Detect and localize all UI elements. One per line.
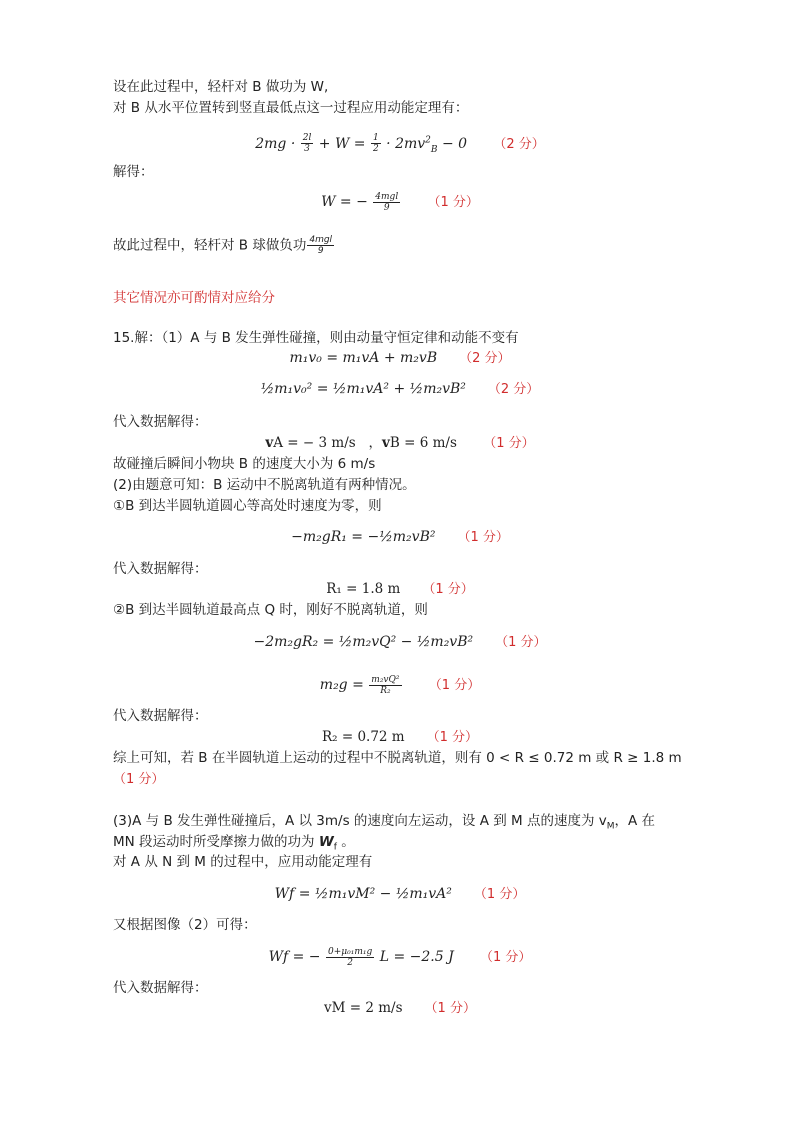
grading-note: 其它情况亦可酌情对应给分 <box>113 290 275 306</box>
score-mark: （1 分） <box>422 582 474 597</box>
score-mark: （1 分） <box>473 887 526 902</box>
text-line: (3)A 与 B 发生弹性碰撞后，A 以 3m/s 的速度向左运动，设 A 到 M 点的速度为 $v_M$，A 在 <box>113 813 656 832</box>
text-line: ①B 到达半圆轨道圆心等高处时速度为零，则 <box>113 498 382 514</box>
equation-work-energy-b: 2mg · $\frac{2l}{3}$ + W = $\frac{1}{2}$ · $2mv^2_B - 0$ （2 分） <box>255 133 545 155</box>
score-line <box>113 770 164 789</box>
text-line: MN 段运动时所受摩擦力做的功为 $W_f$ 。 <box>113 834 355 853</box>
text-line: 对 A 从 N 到 M 的过程中，应用动能定理有 <box>113 854 373 870</box>
equation-velocities: vA = − 3 m/s ，vB = 6 m/s （1 分） <box>265 435 535 451</box>
score-mark: （1 分） <box>479 950 532 965</box>
text-line: 解得： <box>113 164 154 180</box>
equation-friction-value: Wf = − $\frac{\text{0+μ₀₁m₁g}}{2}$ L = −2.5 J （1 分） <box>268 946 532 968</box>
text-line: ②B 到达半圆轨道最高点 Q 时，刚好不脱离轨道，则 <box>113 602 428 618</box>
text-line: 设在此过程中，轻杆对 B 做功为 W, <box>113 79 329 95</box>
equation-momentum: m₁v₀ = m₁vA + m₂vB （2 分） <box>289 350 511 366</box>
score-mark: （1 分） <box>113 772 165 787</box>
equation-r2: R₂ = 0.72 m （1 分） <box>321 729 479 745</box>
score-mark: （1 分） <box>427 195 479 210</box>
score-mark: （1 分） <box>495 635 547 650</box>
text-line: 对 B 从水平位置转到竖直最低点这一过程应用动能定理有： <box>113 100 469 116</box>
score-mark: （2 分） <box>487 382 540 397</box>
score-mark: （1 分） <box>424 1001 476 1016</box>
score-mark: （1 分） <box>483 436 535 451</box>
score-mark: （2 分） <box>493 136 545 152</box>
text-line: 代入数据解得： <box>113 414 208 430</box>
score-mark: （1 分） <box>426 730 479 745</box>
text-line: 故此过程中，轻杆对 B 球做负功 $\frac{\text{4mgl}}{9}$ <box>113 235 333 256</box>
text-line: 代入数据解得： <box>113 708 208 724</box>
text-line: 代入数据解得： <box>113 980 208 996</box>
equation-centripetal: m₂g = $\frac{\text{m₂vQ²}}{\text{R₂}}$ （1 分） <box>319 674 481 696</box>
equation-case1: −m₂gR₁ = −½m₂vB² （1 分） <box>291 529 509 545</box>
text-line: (2)由题意可知：B 运动中不脱离轨道有两种情况。 <box>113 477 416 493</box>
text-line: 又根据图像（2）可得： <box>113 917 257 933</box>
score-mark: （1 分） <box>428 678 481 693</box>
equation-case2: −2m₂gR₂ = ½m₂vQ² − ½m₂vB² （1 分） <box>253 634 547 650</box>
equation-vm: vM = 2 m/s （1 分） <box>324 1000 476 1016</box>
score-mark: （1 分） <box>457 530 509 545</box>
text-line: 代入数据解得： <box>113 561 208 577</box>
equation-friction-work: Wf = ½m₁vM² − ½m₁vA² （1 分） <box>274 886 526 902</box>
problem-15-heading: 15.解：（1）A 与 B 发生弹性碰撞，则由动量守恒定律和动能不变有 <box>113 330 519 346</box>
text-line: 故碰撞后瞬间小物块 B 的速度大小为 6 m/s <box>113 456 376 472</box>
equation-r1: R₁ = 1.8 m （1 分） <box>326 581 474 597</box>
equation-kinetic-energy: ½m₁v₀² = ½m₁vA² + ½m₂vB² （2 分） <box>260 381 540 397</box>
score-mark: （2 分） <box>459 351 511 366</box>
equation-w-result: W = − $\frac{\text{4mgl}}{9}$ （1 分） <box>321 191 479 213</box>
conclusion-line: 综上可知，若 B 在半圆轨道上运动的过程中不脱离轨道，则有 0 < R ≤ 0.72 m 或 R ≥ 1.8 m <box>113 750 682 766</box>
